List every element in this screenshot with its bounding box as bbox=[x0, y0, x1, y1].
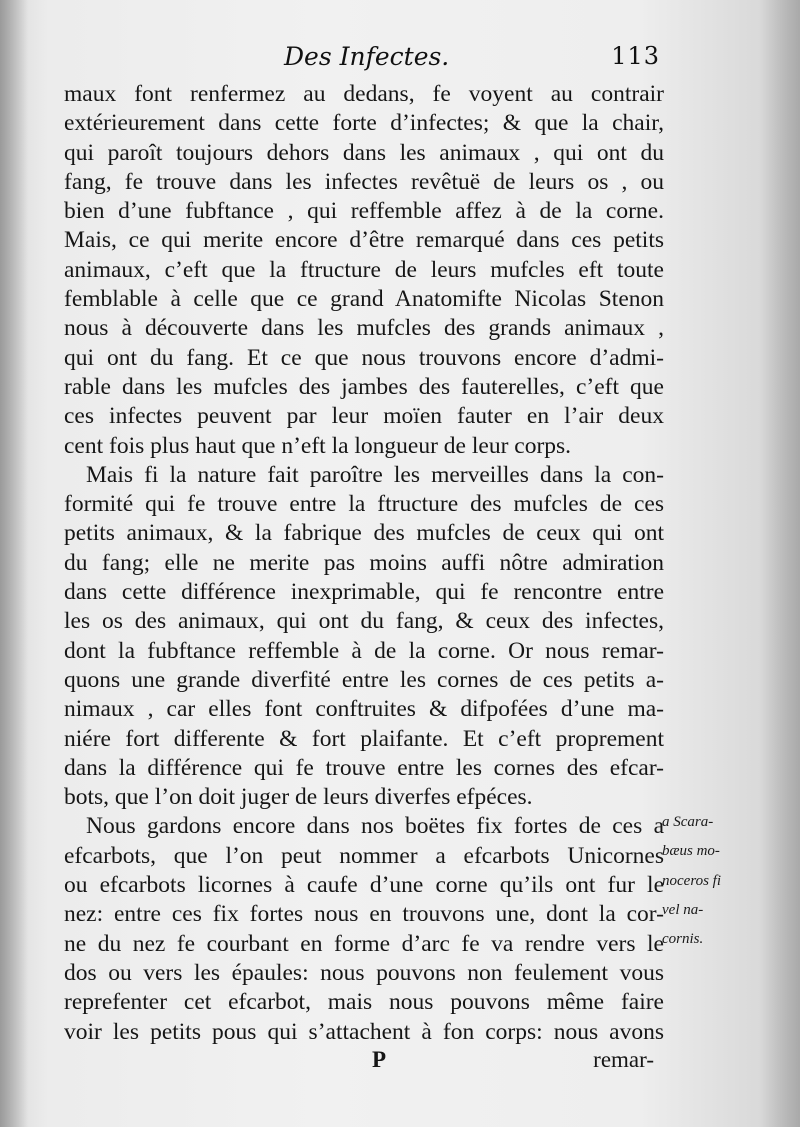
text-line: reprefenter cet efcarbot, mais nous pouvons même faire bbox=[64, 989, 664, 1016]
text-line: dans cette différence inexprimable, qui fe rencontre entre bbox=[64, 579, 664, 606]
text-line: du fang; elle ne merite pas moins auffi nôtre admiration bbox=[64, 549, 664, 576]
margin-note-line: bæus mo- bbox=[662, 843, 720, 860]
text-line: bien d’une fubftance , qui reffemble affez à de la corne. bbox=[64, 198, 664, 225]
page-header bbox=[60, 42, 660, 82]
signature-mark: P bbox=[372, 1047, 387, 1072]
margin-note bbox=[662, 808, 772, 954]
text-line: nous à découverte dans les mufcles des grands animaux , bbox=[64, 315, 664, 342]
text-line: extérieurement dans cette forte d’infectes; & que la chair, bbox=[64, 110, 664, 137]
text-line: ne du nez fe courbant en forme d’arc fe va rendre vers le bbox=[64, 930, 664, 957]
page-number: 113 bbox=[611, 42, 660, 70]
text-line: bots, que l’on doit juger de leurs diverfes efpéces. bbox=[64, 784, 533, 811]
page-footer bbox=[64, 1047, 654, 1077]
margin-note-line: vel na- bbox=[662, 901, 704, 918]
text-line: formité qui fe trouve entre la ftructure des mufcles de ces bbox=[64, 491, 664, 518]
text-line: dans la différence qui fe trouve entre les cornes des efcar- bbox=[64, 754, 664, 781]
text-line: femblable à celle que ce grand Anatomifte Nicolas Stenon bbox=[64, 286, 664, 313]
text-line: nimaux , car elles font conftruites & difpofées d’une ma- bbox=[64, 696, 664, 723]
text-line: ou efcarbots licornes à caufe d’une corne qu’ils ont fur le bbox=[64, 872, 664, 899]
catchword: remar- bbox=[593, 1047, 654, 1072]
text-line: dont la fubftance reffemble à de la corne. Or nous remar- bbox=[64, 637, 664, 664]
body-text bbox=[64, 80, 664, 1047]
text-line: nez: entre ces fix fortes nous en trouvons une, dont la cor- bbox=[64, 901, 664, 928]
text-line: rable dans les mufcles des jambes des fauterelles, c’eft que bbox=[64, 373, 664, 400]
text-line: Mais fi la nature fait paroître les merveilles dans la con- bbox=[86, 461, 664, 488]
text-line: les os des animaux, qui ont du fang, & ceux des infectes, bbox=[64, 608, 664, 635]
text-line: Nous gardons encore dans nos boëtes fix fortes de ces a bbox=[86, 813, 664, 840]
text-line: quons une grande diverfité entre les cornes de ces petits a- bbox=[64, 666, 664, 693]
margin-note-line: cornis. bbox=[662, 931, 704, 948]
text-line: Mais, ce qui merite encore d’être remarqué dans ces petits bbox=[64, 227, 664, 254]
running-title: Des Infectes. bbox=[284, 42, 450, 71]
text-line: fang, fe trouve dans les infectes revêtuë de leurs os , ou bbox=[64, 168, 664, 195]
text-line: cent fois plus haut que n’eft la longueur de leur corps. bbox=[64, 432, 572, 459]
text-line: petits animaux, & la fabrique des mufcles de ceux qui ont bbox=[64, 520, 664, 547]
text-line: efcarbots, que l’on peut nommer a efcarbots Unicornes bbox=[64, 842, 664, 869]
text-line: dos ou vers les épaules: nous pouvons non feulement vous bbox=[64, 959, 664, 986]
text-line: voir les petits pous qui s’attachent à fon corps: nous avons bbox=[64, 1018, 664, 1045]
text-line: qui paroît toujours dehors dans les animaux , qui ont du bbox=[64, 139, 664, 166]
text-line: qui ont du fang. Et ce que nous trouvons encore d’admi- bbox=[64, 344, 664, 371]
margin-note-line: a Scara- bbox=[662, 814, 714, 830]
text-line: animaux, c’eft que la ftructure de leurs mufcles eft toute bbox=[64, 256, 664, 283]
margin-note-line: noceros fi bbox=[662, 872, 722, 889]
text-line: ces infectes peuvent par leur moïen fauter en l’air deux bbox=[64, 403, 664, 430]
text-line: niére fort differente & fort plaifante. Et c’eft proprement bbox=[64, 725, 664, 752]
text-line: maux font renfermez au dedans, fe voyent au contrair bbox=[64, 81, 664, 107]
